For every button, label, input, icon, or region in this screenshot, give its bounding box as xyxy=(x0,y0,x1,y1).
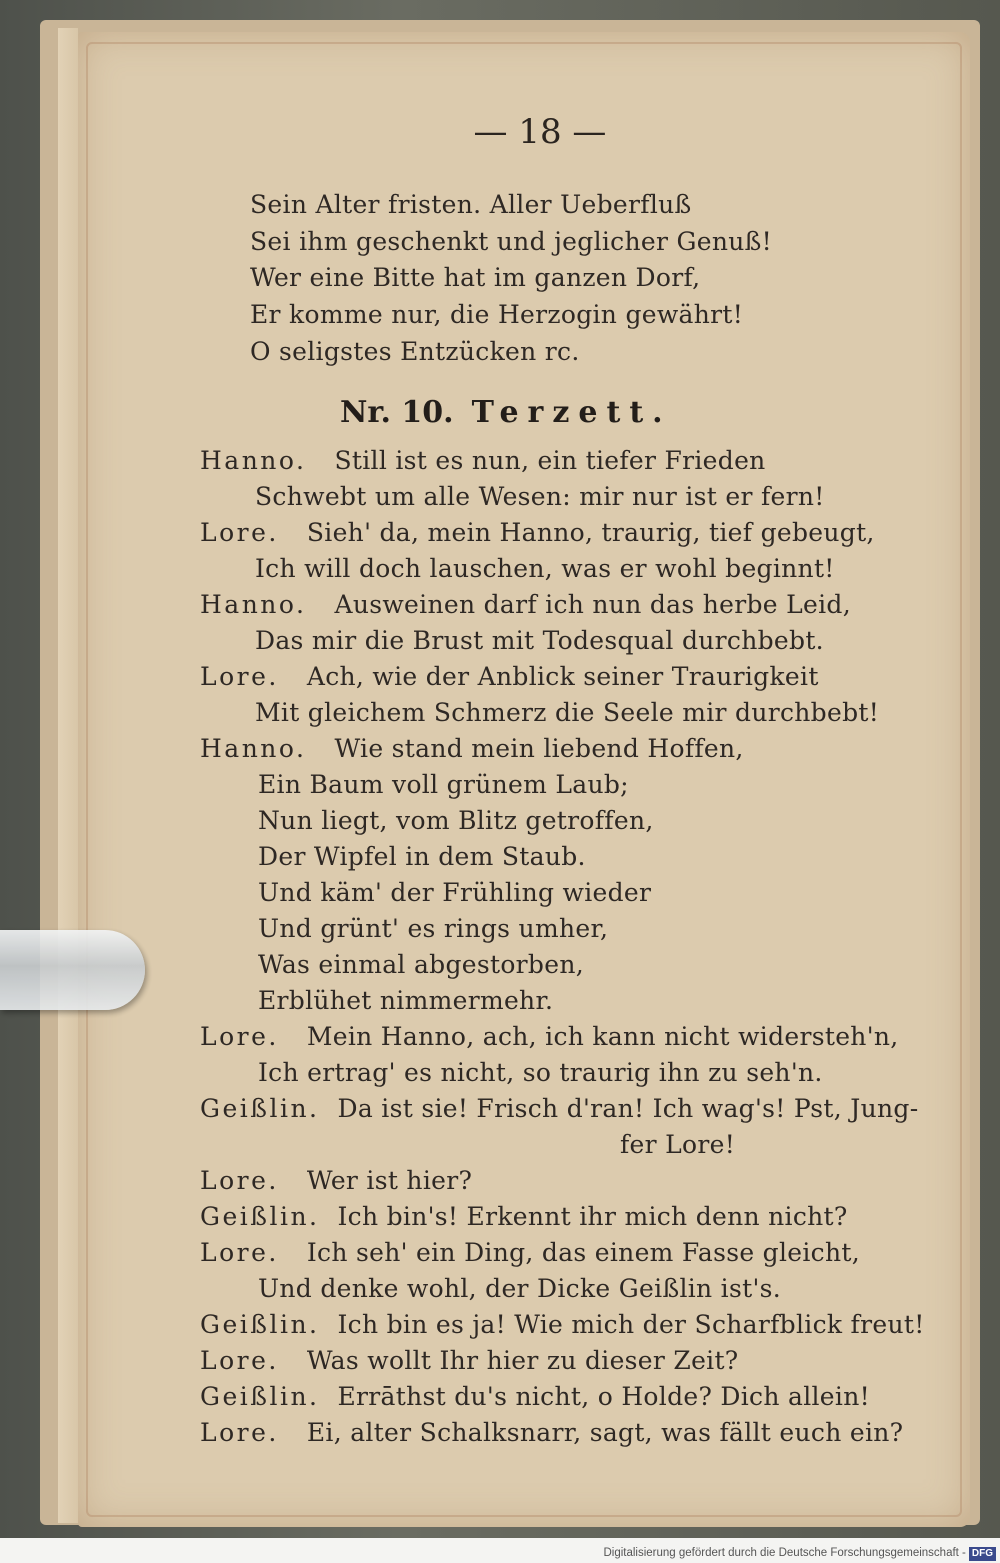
dialogue-text: Ich seh' ein Ding, das einem Fasse gleicht, xyxy=(306,1238,860,1267)
dialogue-line xyxy=(258,770,629,799)
verse-line: Sein Alter fristen. Aller Ueberfluß xyxy=(250,190,692,219)
verse-line: O seligstes Entzücken rc. xyxy=(250,337,580,366)
dialogue-text: Da ist sie! Frisch d'ran! Ich wag's! Pst, Jung- xyxy=(337,1094,919,1123)
dialogue-text: Was wollt Ihr hier zu dieser Zeit? xyxy=(306,1346,739,1375)
speaker-name: Geißlin. xyxy=(200,1310,320,1339)
dialogue-line xyxy=(258,1274,781,1303)
page-number: — 18 — xyxy=(473,112,607,152)
dialogue-line xyxy=(258,986,553,1015)
section-heading xyxy=(340,395,672,430)
dialogue-text: Still ist es nun, ein tiefer Frieden xyxy=(334,446,766,475)
speaker-name: Lore. xyxy=(200,1418,279,1447)
dialogue-line xyxy=(200,662,819,691)
verse-line: Sei ihm geschenkt und jeglicher Genuß! xyxy=(250,227,772,256)
dialogue-line xyxy=(200,1382,870,1411)
dialogue-text: Wer ist hier? xyxy=(306,1166,473,1195)
dialogue-text: Erblühet nimmermehr. xyxy=(258,986,554,1015)
dialogue-line xyxy=(200,1310,925,1339)
dialogue-line xyxy=(200,1238,860,1267)
dialogue-line xyxy=(200,590,851,619)
speaker-name: Lore. xyxy=(200,1346,279,1375)
dialogue-text: Der Wipfel in dem Staub. xyxy=(258,842,586,871)
dialogue-text: Und käm' der Frühling wieder xyxy=(258,878,652,907)
dialogue-line xyxy=(200,1094,918,1123)
dialogue-text: Mit gleichem Schmerz die Seele mir durchbebt! xyxy=(255,698,880,727)
dialogue-line xyxy=(200,734,744,763)
dialogue-line xyxy=(200,1166,472,1195)
dialogue-line xyxy=(258,950,584,979)
verse-line: Wer eine Bitte hat im ganzen Dorf, xyxy=(250,263,701,292)
speaker-name: Hanno. xyxy=(200,590,307,619)
dialogue-text: Ich ertrag' es nicht, so traurig ihn zu seh'n. xyxy=(258,1058,823,1087)
dialogue-line xyxy=(200,1202,848,1231)
section-number: Nr. 10. xyxy=(340,395,454,430)
dialogue-text: Errāthst du's nicht, o Holde? Dich allein! xyxy=(337,1382,870,1411)
speaker-name: Hanno. xyxy=(200,446,307,475)
digitization-credit xyxy=(600,1544,1000,1563)
dialogue-text: Ei, alter Schalksnarr, sagt, was fällt euch ein? xyxy=(306,1418,904,1447)
speaker-name: Lore. xyxy=(200,1166,279,1195)
dialogue-line xyxy=(200,518,875,547)
speaker-name: Lore. xyxy=(200,662,279,691)
dialogue-line xyxy=(200,446,766,475)
dialogue-line xyxy=(255,626,824,655)
dialogue-text: Ein Baum voll grünem Laub; xyxy=(258,770,629,799)
dialogue-text: Mein Hanno, ach, ich kann nicht widersteh'n, xyxy=(306,1022,899,1051)
dialogue-line xyxy=(258,878,651,907)
dialogue-text: Nun liegt, vom Blitz getroffen, xyxy=(258,806,654,835)
dialogue-line xyxy=(258,1058,823,1087)
dialogue-text: Ich will doch lauschen, was er wohl beginnt! xyxy=(255,554,835,583)
dialogue-text: Wie stand mein liebend Hoffen, xyxy=(334,734,744,763)
dialogue-line xyxy=(620,1130,735,1159)
dialogue-line xyxy=(255,698,879,727)
dialogue-line xyxy=(200,1346,739,1375)
dialogue-text: Was einmal abgestorben, xyxy=(258,950,584,979)
dialogue-text: Sieh' da, mein Hanno, traurig, tief gebeugt, xyxy=(306,518,875,547)
dialogue-text: Und denke wohl, der Dicke Geißlin ist's. xyxy=(258,1274,781,1303)
credit-text: Digitalisierung gefördert durch die Deutsche Forschungsgemeinschaft - xyxy=(603,1547,966,1559)
speaker-name: Lore. xyxy=(200,518,279,547)
dialogue-line xyxy=(255,482,825,511)
speaker-name: Geißlin. xyxy=(200,1382,320,1411)
speaker-name: Lore. xyxy=(200,1022,279,1051)
dialogue-text: Ach, wie der Anblick seiner Traurigkeit xyxy=(306,662,819,691)
dialogue-text: Das mir die Brust mit Todesqual durchbebt. xyxy=(255,626,824,655)
section-title: Terzett. xyxy=(471,395,672,430)
dialogue-text: Schwebt um alle Wesen: mir nur ist er fern! xyxy=(255,482,825,511)
dialogue-text: Ich bin's! Erkennt ihr mich denn nicht? xyxy=(337,1202,848,1231)
dialogue-line xyxy=(255,554,835,583)
dialogue-text: fer Lore! xyxy=(620,1130,736,1159)
dialogue-line xyxy=(258,842,586,871)
stacked-pages-edge xyxy=(58,28,78,1523)
speaker-name: Hanno. xyxy=(200,734,307,763)
dialogue-line xyxy=(258,806,654,835)
verse-line: Er komme nur, die Herzogin gewährt! xyxy=(250,300,744,329)
dialogue-line xyxy=(200,1022,899,1051)
dfg-logo: DFG xyxy=(969,1547,996,1561)
dialogue-text: Ich bin es ja! Wie mich der Scharfblick freut! xyxy=(337,1310,925,1339)
speaker-name: Geißlin. xyxy=(200,1094,320,1123)
dialogue-text: Ausweinen darf ich nun das herbe Leid, xyxy=(334,590,851,619)
dialogue-line xyxy=(200,1418,903,1447)
dialogue-text: Und grünt' es rings umher, xyxy=(258,914,609,943)
page-holder-clip xyxy=(0,930,145,1010)
dialogue-line xyxy=(258,914,608,943)
speaker-name: Geißlin. xyxy=(200,1202,320,1231)
speaker-name: Lore. xyxy=(200,1238,279,1267)
